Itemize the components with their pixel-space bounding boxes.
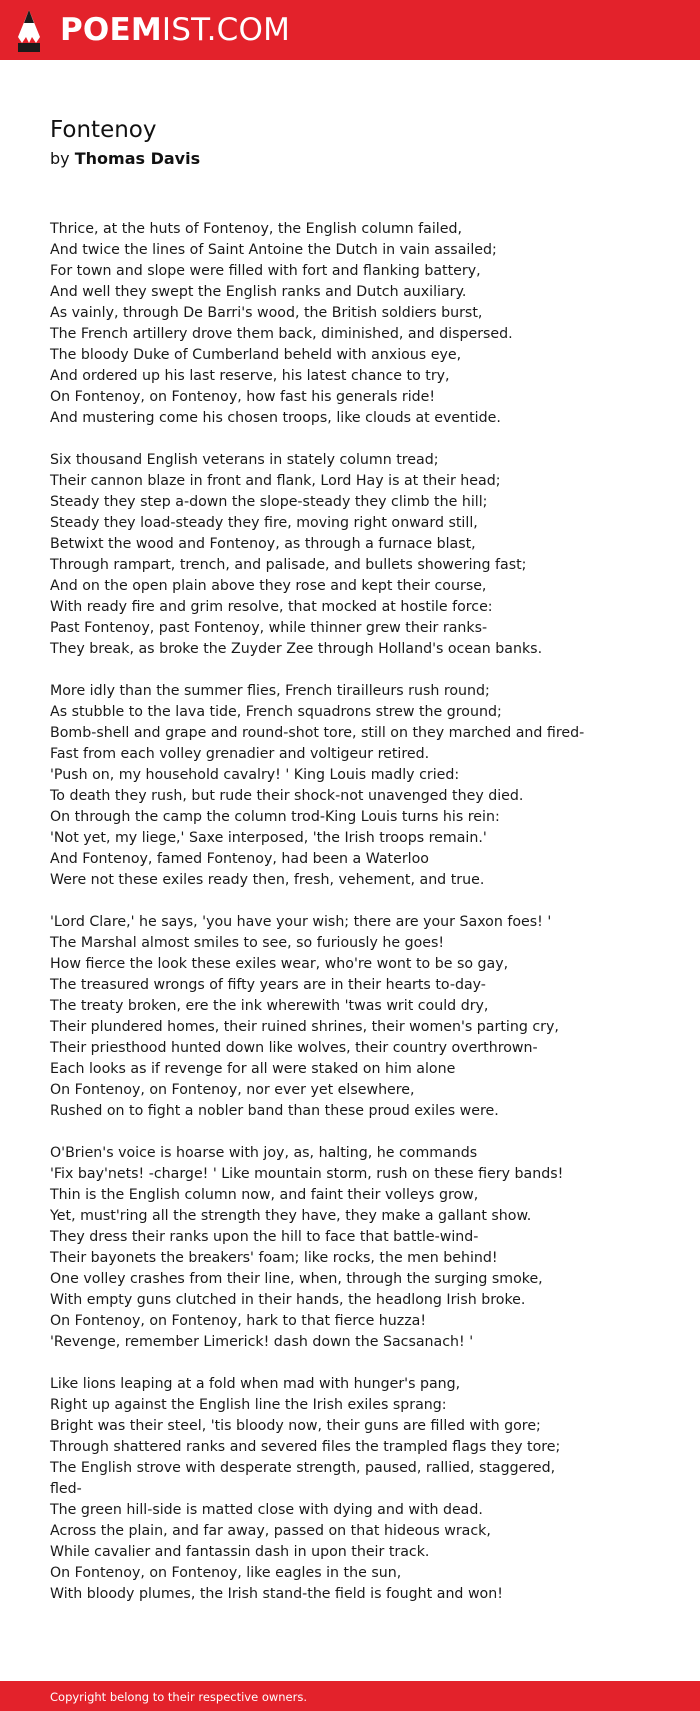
poem-author: Thomas Davis: [74, 149, 201, 168]
poem-line: With ready fire and grim resolve, that mocked at hostile force:: [50, 599, 493, 615]
by-label: by: [50, 149, 70, 168]
poem-line: With bloody plumes, the Irish stand-the field is fought and won!: [50, 1586, 503, 1602]
poem-line: And Fontenoy, famed Fontenoy, had been a Waterloo: [50, 851, 429, 867]
poem-stanza: [50, 219, 660, 429]
poem-stanza: [50, 912, 660, 1122]
poem-line: On Fontenoy, on Fontenoy, hark to that fierce huzza!: [50, 1313, 427, 1329]
poem-line: Thrice, at the huts of Fontenoy, the English column failed,: [50, 221, 462, 237]
poem-line: Like lions leaping at a fold when mad with hunger's pang,: [50, 1376, 461, 1392]
poem-line: And on the open plain above they rose and kept their course,: [50, 578, 487, 594]
poem-line: Past Fontenoy, past Fontenoy, while thinner grew their ranks-: [50, 620, 488, 636]
poem-line: More idly than the summer flies, French tirailleurs rush round;: [50, 683, 490, 699]
poem-line: 'Revenge, remember Limerick! dash down the Sacsanach! ': [50, 1334, 474, 1350]
poem-line: On through the camp the column trod-King Louis turns his rein:: [50, 809, 500, 825]
poem-line: On Fontenoy, on Fontenoy, how fast his generals ride!: [50, 389, 436, 405]
poem-line: Bright was their steel, 'tis bloody now, their guns are filled with gore;: [50, 1418, 541, 1434]
poem-line: Thin is the English column now, and faint their volleys grow,: [50, 1187, 479, 1203]
poem-title: Fontenoy: [50, 117, 157, 143]
poem-line: As vainly, through De Barri's wood, the British soldiers burst,: [50, 305, 483, 321]
poem-line: Six thousand English veterans in stately column tread;: [50, 452, 439, 468]
poem-line: The treasured wrongs of fifty years are in their hearts to-day-: [50, 977, 486, 993]
poem-line: Right up against the English line the Irish exiles sprang:: [50, 1397, 447, 1413]
poem-line: The English strove with desperate strength, paused, rallied, staggered,: [50, 1460, 556, 1476]
poem-line: Their priesthood hunted down like wolves, their country overthrown-: [50, 1040, 538, 1056]
poem-byline: [50, 148, 200, 170]
poem-line: 'Push on, my household cavalry! ' King Louis madly cried:: [50, 767, 460, 783]
poem-line: Betwixt the wood and Fontenoy, as through a furnace blast,: [50, 536, 476, 552]
copyright-text: Copyright belong to their respective owners.: [50, 1690, 308, 1704]
poem-stanza: [50, 450, 660, 660]
poem-line: The French artillery drove them back, diminished, and dispersed.: [50, 326, 513, 342]
poem-line: Each looks as if revenge for all were staked on him alone: [50, 1061, 456, 1077]
pencil-tip-icon: [17, 9, 41, 53]
poem-line: On Fontenoy, on Fontenoy, nor ever yet elsewhere,: [50, 1082, 415, 1098]
poem-line: Through rampart, trench, and palisade, and bullets showering fast;: [50, 557, 527, 573]
poem-line: 'Fix bay'nets! -charge! ' Like mountain storm, rush on these fiery bands!: [50, 1166, 564, 1182]
poem-line: Were not these exiles ready then, fresh, vehement, and true.: [50, 872, 485, 888]
poem-stanza: [50, 1374, 660, 1605]
poem-line: To death they rush, but rude their shock-not unavenged they died.: [50, 788, 524, 804]
site-footer: [0, 1681, 700, 1711]
poem-line: The treaty broken, ere the ink wherewith 'twas writ could dry,: [50, 998, 489, 1014]
logo-light-part: IST.COM: [161, 12, 291, 48]
poem-stanza: [50, 1143, 660, 1353]
poem-line: One volley crashes from their line, when, through the surging smoke,: [50, 1271, 543, 1287]
poem-line: Their bayonets the breakers' foam; like rocks, the men behind!: [50, 1250, 498, 1266]
poem-line: How fierce the look these exiles wear, who're wont to be so gay,: [50, 956, 509, 972]
poem-line: Bomb-shell and grape and round-shot tore, still on they marched and fired-: [50, 725, 585, 741]
site-logo-text: [60, 10, 290, 50]
poem-line: And well they swept the English ranks and Dutch auxiliary.: [50, 284, 467, 300]
poem-line: The Marshal almost smiles to see, so furiously he goes!: [50, 935, 445, 951]
poem-stanza: [50, 681, 660, 891]
poem-line: Steady they step a-down the slope-steady they climb the hill;: [50, 494, 488, 510]
site-header: [0, 0, 700, 60]
poem-line: They dress their ranks upon the hill to face that battle-wind-: [50, 1229, 479, 1245]
poem-line: Yet, must'ring all the strength they have, they make a gallant show.: [50, 1208, 532, 1224]
poem-line: 'Lord Clare,' he says, 'you have your wish; there are your Saxon foes! ': [50, 914, 552, 930]
poem-line: fled-: [50, 1481, 82, 1497]
poem-line: The bloody Duke of Cumberland beheld with anxious eye,: [50, 347, 462, 363]
poem-body: [50, 219, 660, 1626]
poem-line: While cavalier and fantassin dash in upon their track.: [50, 1544, 430, 1560]
poem-line: 'Not yet, my liege,' Saxe interposed, 'the Irish troops remain.': [50, 830, 487, 846]
poem-line: As stubble to the lava tide, French squadrons strew the ground;: [50, 704, 502, 720]
poem-line: Rushed on to fight a nobler band than these proud exiles were.: [50, 1103, 499, 1119]
poem-line: Fast from each volley grenadier and voltigeur retired.: [50, 746, 430, 762]
poem-line: For town and slope were filled with fort and flanking battery,: [50, 263, 481, 279]
poem-line: And mustering come his chosen troops, like clouds at eventide.: [50, 410, 501, 426]
poem-line: And ordered up his last reserve, his latest chance to try,: [50, 368, 450, 384]
poem-line: Across the plain, and far away, passed on that hideous wrack,: [50, 1523, 491, 1539]
poem-line: Through shattered ranks and severed files the trampled flags they tore;: [50, 1439, 561, 1455]
poem-line: And twice the lines of Saint Antoine the Dutch in vain assailed;: [50, 242, 497, 258]
poem-line: With empty guns clutched in their hands, the headlong Irish broke.: [50, 1292, 526, 1308]
poem-line: Their cannon blaze in front and flank, Lord Hay is at their head;: [50, 473, 501, 489]
poem-line: They break, as broke the Zuyder Zee through Holland's ocean banks.: [50, 641, 543, 657]
poem-line: Steady they load-steady they fire, moving right onward still,: [50, 515, 478, 531]
poem-line: On Fontenoy, on Fontenoy, like eagles in the sun,: [50, 1565, 402, 1581]
logo-bold-part: POEM: [60, 12, 162, 48]
poem-line: The green hill-side is matted close with dying and with dead.: [50, 1502, 483, 1518]
poem-line: O'Brien's voice is hoarse with joy, as, halting, he commands: [50, 1145, 478, 1161]
poem-line: Their plundered homes, their ruined shrines, their women's parting cry,: [50, 1019, 559, 1035]
